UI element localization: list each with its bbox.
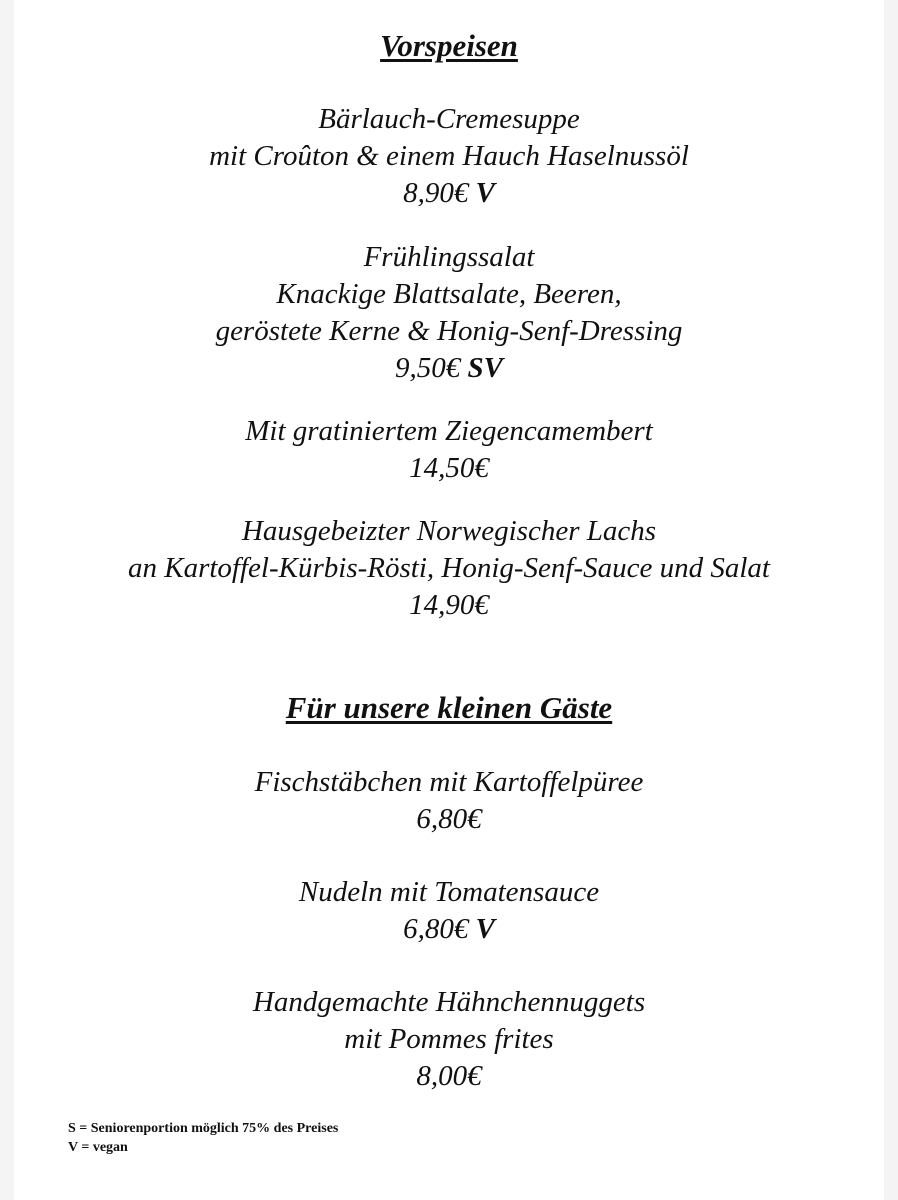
menu-item bbox=[0, 874, 898, 948]
item-line: Fischstäbchen mit Kartoffelpüree bbox=[254, 766, 644, 798]
item-line: Bärlauch-Cremesuppe bbox=[318, 103, 580, 135]
legend-line: S = Seniorenportion möglich 75% des Preises bbox=[68, 1121, 339, 1136]
item-line: Hausgebeizter Norwegischer Lachs bbox=[241, 515, 657, 547]
item-line: geröstete Kerne & Honig-Senf-Dressing bbox=[215, 315, 683, 347]
item-tag: SV bbox=[467, 352, 503, 384]
menu-item bbox=[0, 101, 898, 212]
menu-item bbox=[0, 984, 898, 1095]
legend-line: V = vegan bbox=[68, 1140, 128, 1155]
menu-item bbox=[0, 239, 898, 387]
section-title-vorspeisen: Vorspeisen bbox=[380, 28, 518, 63]
item-tag: V bbox=[475, 913, 495, 945]
item-line: Frühlingssalat bbox=[363, 241, 535, 273]
item-price: 6,80€ bbox=[403, 913, 469, 945]
item-line: Handgemachte Hähnchennuggets bbox=[252, 986, 646, 1018]
item-line: an Kartoffel-Kürbis-Rösti, Honig-Senf-Sauce und Salat bbox=[128, 552, 770, 584]
item-price: 9,50€ bbox=[395, 352, 461, 384]
item-price-line bbox=[0, 350, 898, 387]
item-price-line bbox=[0, 801, 898, 838]
item-price-line bbox=[0, 450, 898, 487]
item-price-line bbox=[0, 911, 898, 948]
item-tag: V bbox=[475, 177, 495, 209]
item-price: 6,80€ bbox=[416, 803, 482, 835]
item-line: Knackige Blattsalate, Beeren, bbox=[276, 278, 622, 310]
item-price-line bbox=[0, 175, 898, 212]
item-price: 14,50€ bbox=[409, 452, 489, 484]
menu-item bbox=[0, 413, 898, 487]
menu-item bbox=[0, 764, 898, 838]
item-price-line bbox=[0, 1058, 898, 1095]
item-price: 8,00€ bbox=[416, 1060, 482, 1092]
menu-item bbox=[0, 513, 898, 624]
item-line: mit Croûton & einem Hauch Haselnussöl bbox=[209, 140, 689, 172]
legend bbox=[68, 1119, 338, 1157]
section-title-kinder: Für unsere kleinen Gäste bbox=[285, 690, 613, 725]
item-line: Mit gratiniertem Ziegencamembert bbox=[245, 415, 653, 447]
item-price-line bbox=[0, 587, 898, 624]
item-price: 14,90€ bbox=[409, 589, 489, 621]
item-line: mit Pommes frites bbox=[344, 1023, 554, 1055]
item-line: Nudeln mit Tomatensauce bbox=[298, 876, 600, 908]
item-price: 8,90€ bbox=[403, 177, 469, 209]
